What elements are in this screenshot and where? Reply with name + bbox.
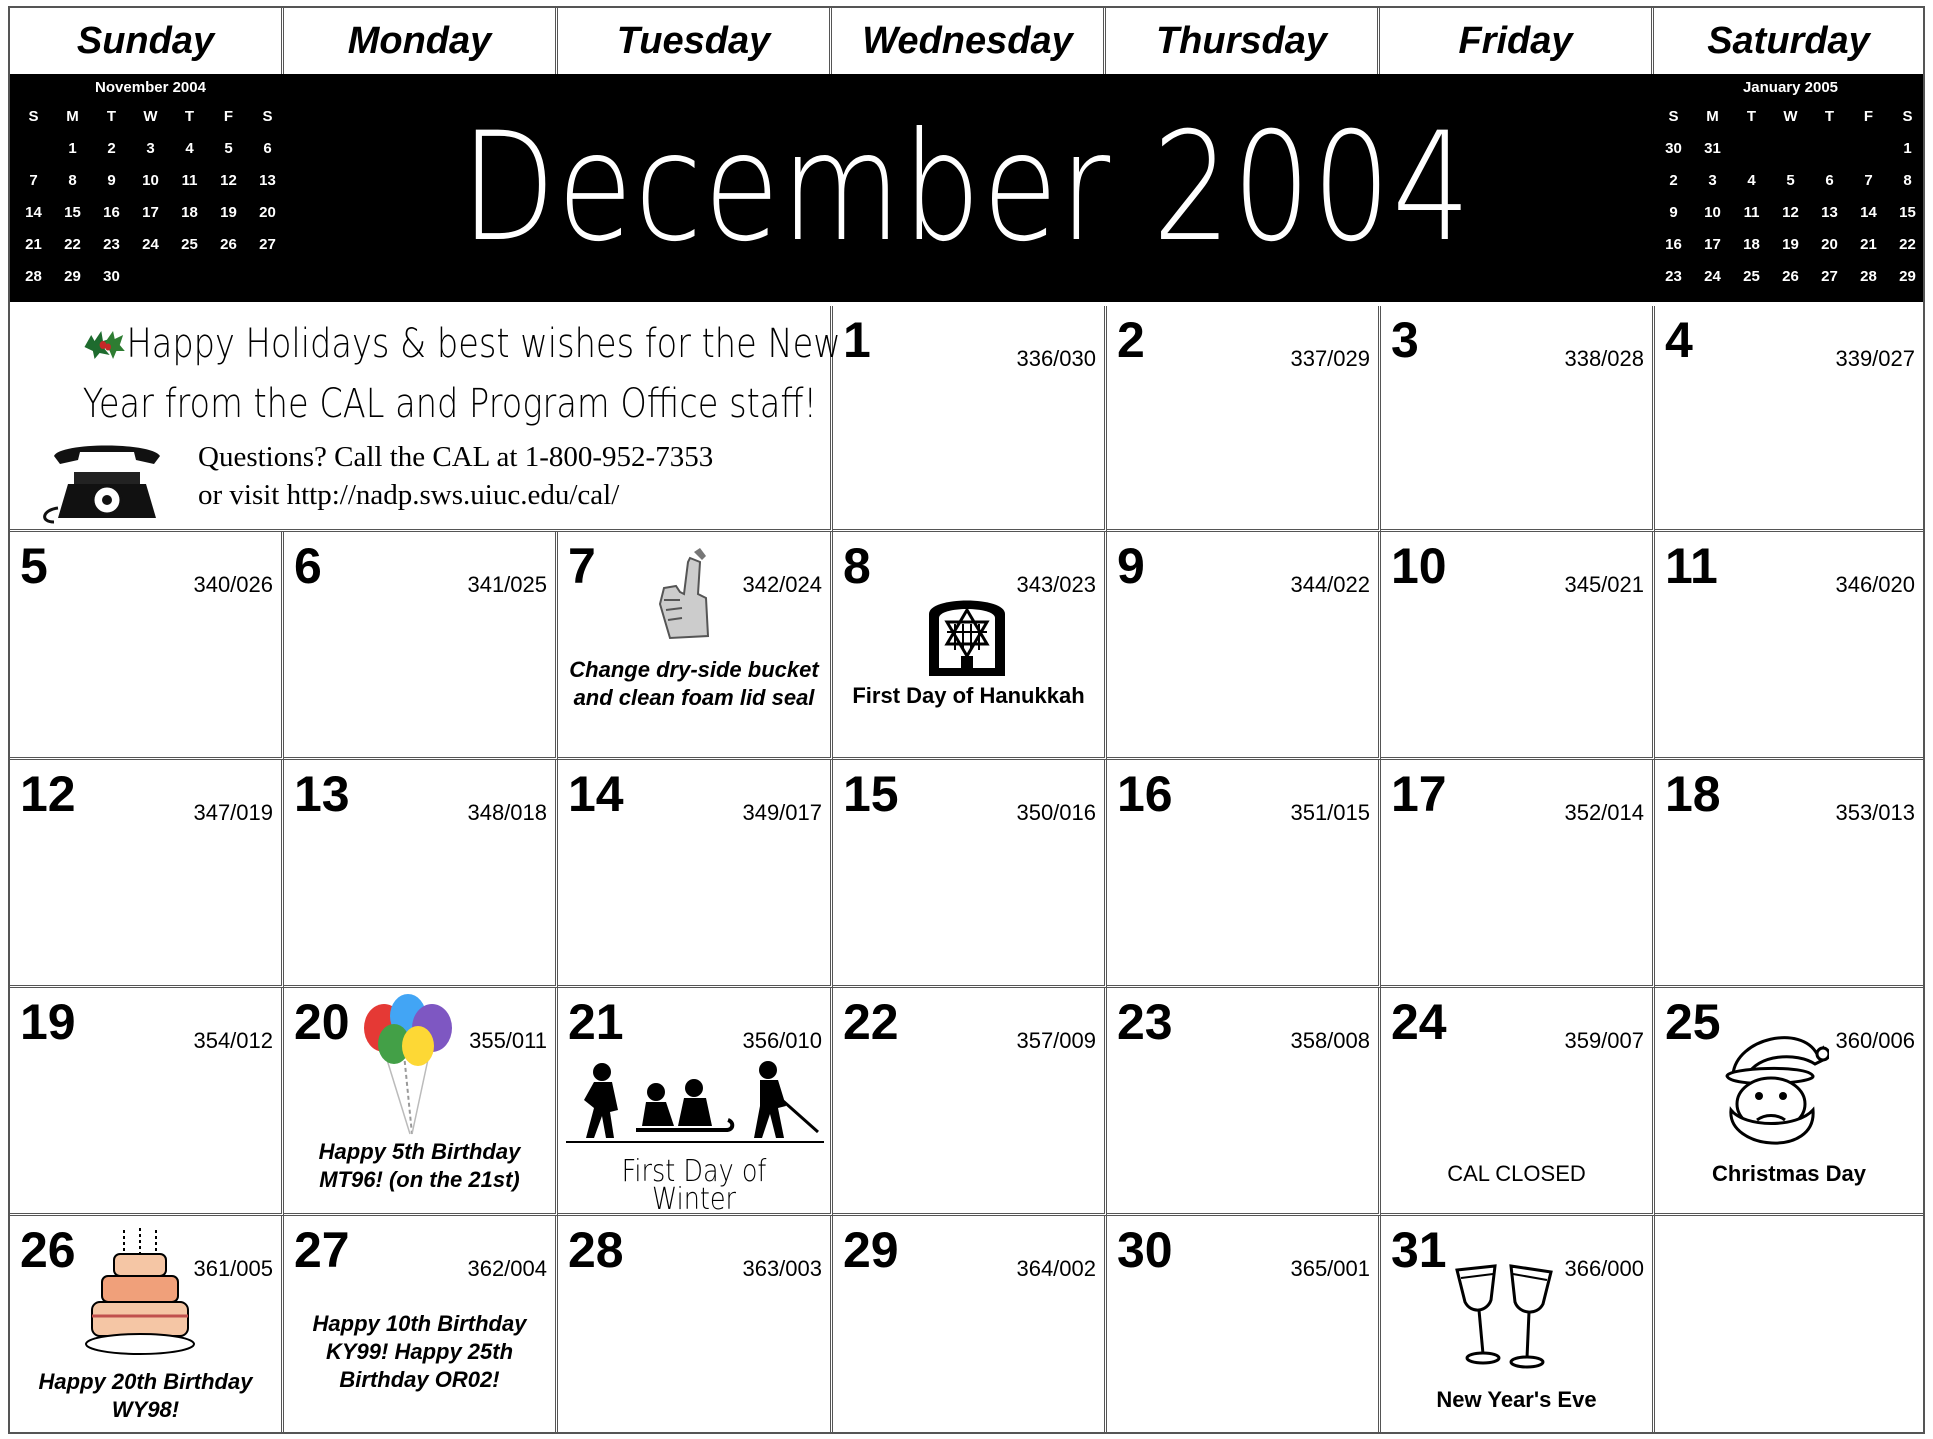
day-number: 18 xyxy=(1665,766,1721,822)
banner-message xyxy=(82,314,841,434)
mini-date: 27 xyxy=(1821,267,1838,285)
mini-date: 13 xyxy=(259,171,276,189)
day-cell[interactable] xyxy=(1107,760,1381,988)
julian-date: 346/020 xyxy=(1835,572,1915,597)
event-note: Happy 5th Birthday MT96! (on the 21st) xyxy=(318,1139,521,1192)
mini-date: 14 xyxy=(1860,203,1877,221)
day-number: 8 xyxy=(843,538,871,594)
day-cell[interactable] xyxy=(558,988,833,1216)
day-cell[interactable] xyxy=(1381,306,1655,532)
julian-date: 357/009 xyxy=(1016,1028,1096,1053)
day-cell[interactable] xyxy=(1655,306,1923,532)
day-cell[interactable] xyxy=(1655,532,1923,760)
day-number: 23 xyxy=(1117,994,1173,1050)
holiday-banner xyxy=(10,306,841,532)
mini-date: 12 xyxy=(1782,203,1799,221)
weekday-wednesday: Wednesday xyxy=(832,8,1106,74)
mini-date: 19 xyxy=(220,203,237,221)
mini-date: 18 xyxy=(1743,235,1760,253)
julian-date: 358/008 xyxy=(1290,1028,1370,1053)
day-number: 13 xyxy=(294,766,350,822)
day-cell[interactable] xyxy=(1381,1216,1655,1434)
day-cell[interactable] xyxy=(833,1216,1107,1434)
julian-date: 355/011 xyxy=(469,1028,547,1053)
day-cell[interactable] xyxy=(284,988,558,1216)
mini-date: 30 xyxy=(1665,139,1682,157)
day-number: 12 xyxy=(20,766,76,822)
weekday-thursday: Thursday xyxy=(1106,8,1380,74)
mini-day-header: F xyxy=(1863,107,1874,125)
mini-date: 20 xyxy=(1821,235,1838,253)
mini-date: 30 xyxy=(103,267,120,285)
day-number: 27 xyxy=(294,1222,350,1278)
julian-date: 348/018 xyxy=(467,800,547,825)
balloons-icon xyxy=(354,994,464,1140)
mini-date: 5 xyxy=(224,139,233,157)
mini-date: 14 xyxy=(25,203,42,221)
day-number: 29 xyxy=(843,1222,899,1278)
event-note: Change dry-side bucket and clean foam lid seal xyxy=(569,657,819,710)
julian-date: 362/004 xyxy=(467,1256,547,1281)
day-number: 30 xyxy=(1117,1222,1173,1278)
mini-date: 10 xyxy=(1704,203,1721,221)
julian-date: 341/025 xyxy=(467,572,547,597)
mini-date: 7 xyxy=(1864,171,1873,189)
mini-date: 25 xyxy=(1743,267,1760,285)
mini-date: 1 xyxy=(1903,139,1912,157)
julian-date: 360/006 xyxy=(1835,1028,1915,1053)
day-number: 4 xyxy=(1665,312,1693,368)
mini-date: 5 xyxy=(1786,171,1795,189)
mini-date xyxy=(1732,132,1771,164)
mini-date: 15 xyxy=(64,203,81,221)
day-cell[interactable] xyxy=(1381,760,1655,988)
menorah-icon xyxy=(925,584,1009,680)
day-number: 10 xyxy=(1391,538,1447,594)
event-note: First Day of Winter xyxy=(621,1154,767,1217)
julian-date: 340/026 xyxy=(193,572,273,597)
weekday-tuesday: Tuesday xyxy=(558,8,832,74)
mini-date: 9 xyxy=(1669,203,1678,221)
mini-day-header: S xyxy=(1668,107,1679,125)
holly-icon xyxy=(83,327,127,361)
mini-date: 2 xyxy=(107,139,116,157)
mini-day-header: F xyxy=(223,107,234,125)
weekday-sunday: Sunday xyxy=(10,8,284,74)
day-cell[interactable] xyxy=(833,988,1107,1216)
mini-date xyxy=(209,260,248,292)
mini-date: 3 xyxy=(146,139,155,157)
mini-date: 29 xyxy=(64,267,81,285)
mini-date: 17 xyxy=(1704,235,1721,253)
mini-date: 13 xyxy=(1821,203,1838,221)
mini-date: 19 xyxy=(1782,235,1799,253)
day-cell[interactable] xyxy=(1107,532,1381,760)
julian-date: 337/029 xyxy=(1290,346,1370,371)
day-cell[interactable] xyxy=(284,760,558,988)
mini-date xyxy=(1771,132,1810,164)
mini-date: 12 xyxy=(220,171,237,189)
julian-date: 349/017 xyxy=(742,800,822,825)
mini-date: 3 xyxy=(1708,171,1717,189)
mini-calendar-grid xyxy=(1654,100,1927,292)
contact-phone: Questions? Call the CAL at 1-800-952-7353 xyxy=(198,441,714,473)
day-number: 17 xyxy=(1391,766,1447,822)
day-cell[interactable] xyxy=(833,532,1107,760)
day-number: 31 xyxy=(1391,1222,1447,1278)
day-cell[interactable] xyxy=(1107,306,1381,532)
mini-day-header: W xyxy=(143,107,158,125)
mini-date: 2 xyxy=(1669,171,1678,189)
mini-date: 27 xyxy=(259,235,276,253)
empty-day-cell xyxy=(1655,1216,1923,1434)
weekday-monday: Monday xyxy=(284,8,558,74)
mini-date: 26 xyxy=(220,235,237,253)
day-cell[interactable] xyxy=(10,532,284,760)
julian-date: 345/021 xyxy=(1564,572,1644,597)
julian-date: 365/001 xyxy=(1290,1256,1370,1281)
day-cell[interactable] xyxy=(833,306,1107,532)
day-number: 15 xyxy=(843,766,899,822)
day-cell[interactable] xyxy=(558,1216,833,1434)
mini-date xyxy=(131,260,170,292)
mini-calendar-title: January 2005 xyxy=(1742,79,1839,96)
mini-date: 23 xyxy=(103,235,120,253)
mini-date: 28 xyxy=(1860,267,1877,285)
mini-date: 15 xyxy=(1899,203,1916,221)
julian-date: 351/015 xyxy=(1290,800,1370,825)
champagne-glasses-icon xyxy=(1447,1256,1567,1376)
mini-day-header: T xyxy=(1746,107,1757,125)
mini-date: 6 xyxy=(1825,171,1834,189)
day-number: 25 xyxy=(1665,994,1721,1050)
day-number: 9 xyxy=(1117,538,1145,594)
mini-date: 9 xyxy=(107,171,116,189)
mini-date: 29 xyxy=(1899,267,1916,285)
mini-day-header: T xyxy=(1824,107,1835,125)
day-number: 7 xyxy=(568,538,596,594)
mini-date: 18 xyxy=(181,203,198,221)
event-note: Christmas Day xyxy=(1711,1161,1867,1186)
day-number: 5 xyxy=(20,538,48,594)
mini-date: 11 xyxy=(1743,203,1760,221)
day-cell[interactable] xyxy=(284,532,558,760)
event-note: New Year's Eve xyxy=(1436,1387,1597,1412)
day-number: 11 xyxy=(1665,538,1718,594)
julian-date: 366/000 xyxy=(1564,1256,1644,1281)
mini-date: 10 xyxy=(142,171,159,189)
day-cell[interactable] xyxy=(833,760,1107,988)
day-cell[interactable] xyxy=(558,760,833,988)
mini-date: 24 xyxy=(142,235,159,253)
mini-date: 8 xyxy=(68,171,77,189)
mini-calendar-title: November 2004 xyxy=(95,79,206,96)
mini-date: 17 xyxy=(142,203,159,221)
telephone-icon xyxy=(40,438,172,524)
mini-date xyxy=(14,132,53,164)
day-cell[interactable] xyxy=(10,760,284,988)
day-number: 22 xyxy=(843,994,899,1050)
finger-string-icon xyxy=(650,544,722,648)
event-note: Happy 10th Birthday KY99! Happy 25th Birthday OR02! xyxy=(312,1311,527,1392)
day-number: 14 xyxy=(568,766,624,822)
day-number: 26 xyxy=(20,1222,76,1278)
mini-date: 1 xyxy=(68,139,77,157)
event-note: CAL CLOSED xyxy=(1447,1161,1586,1186)
julian-date: 347/019 xyxy=(193,800,273,825)
day-cell[interactable] xyxy=(10,1216,284,1434)
mini-date: 4 xyxy=(185,139,194,157)
julian-date: 363/003 xyxy=(742,1256,822,1281)
mini-day-header: M xyxy=(1706,107,1719,125)
day-cell[interactable] xyxy=(558,532,833,760)
julian-date: 354/012 xyxy=(193,1028,273,1053)
day-number: 19 xyxy=(20,994,76,1050)
day-number: 20 xyxy=(294,994,350,1050)
day-cell[interactable] xyxy=(1381,988,1655,1216)
julian-date: 336/030 xyxy=(1016,346,1096,371)
mini-date xyxy=(170,260,209,292)
mini-date: 22 xyxy=(1899,235,1916,253)
banner-line-1: Happy Holidays & best wishes for the New xyxy=(126,321,841,367)
mini-calendar-november xyxy=(14,76,287,292)
day-number: 6 xyxy=(294,538,322,594)
julian-date: 342/024 xyxy=(742,572,822,597)
mini-calendar-grid xyxy=(14,100,287,292)
day-cell[interactable] xyxy=(284,1216,558,1434)
julian-date: 361/005 xyxy=(193,1256,273,1281)
mini-day-header: S xyxy=(1902,107,1913,125)
day-cell[interactable] xyxy=(1655,760,1923,988)
mini-day-header: M xyxy=(66,107,79,125)
sledding-children-icon xyxy=(566,1060,824,1146)
mini-date: 22 xyxy=(64,235,81,253)
julian-date: 338/028 xyxy=(1564,346,1644,371)
event-note: Happy 20th Birthday WY98! xyxy=(38,1369,253,1422)
event-note: First Day of Hanukkah xyxy=(852,683,1085,708)
birthday-cake-icon xyxy=(84,1226,196,1362)
mini-day-header: S xyxy=(262,107,273,125)
mini-day-header: T xyxy=(184,107,195,125)
mini-day-header: S xyxy=(28,107,39,125)
mini-date xyxy=(1810,132,1849,164)
mini-date: 23 xyxy=(1665,267,1682,285)
julian-date: 343/023 xyxy=(1016,572,1096,597)
julian-date: 344/022 xyxy=(1290,572,1370,597)
mini-date xyxy=(248,260,287,292)
mini-calendar-january xyxy=(1654,76,1927,292)
mini-date: 28 xyxy=(25,267,42,285)
santa-icon xyxy=(1717,1024,1829,1160)
day-number: 28 xyxy=(568,1222,624,1278)
julian-date: 353/013 xyxy=(1835,800,1915,825)
julian-date: 339/027 xyxy=(1835,346,1915,371)
month-title: December 2004 xyxy=(460,101,1473,275)
day-cell[interactable] xyxy=(10,988,284,1216)
mini-date xyxy=(1849,132,1888,164)
mini-date: 11 xyxy=(181,171,198,189)
julian-date: 350/016 xyxy=(1016,800,1096,825)
mini-date: 31 xyxy=(1704,139,1721,157)
mini-date: 6 xyxy=(263,139,272,157)
day-number: 24 xyxy=(1391,994,1447,1050)
day-number: 16 xyxy=(1117,766,1173,822)
contact-website[interactable]: or visit http://nadp.sws.uiuc.edu/cal/ xyxy=(198,479,620,511)
day-cell[interactable] xyxy=(1107,1216,1381,1434)
banner-line-2: Year from the CAL and Program Office staff! xyxy=(82,381,817,427)
weekday-saturday: Saturday xyxy=(1707,19,1870,62)
mini-date: 7 xyxy=(29,171,38,189)
mini-date: 16 xyxy=(103,203,120,221)
mini-date: 4 xyxy=(1747,171,1756,189)
mini-date: 21 xyxy=(25,235,42,253)
mini-date: 21 xyxy=(1860,235,1877,253)
day-number: 1 xyxy=(843,312,871,368)
mini-date: 25 xyxy=(181,235,198,253)
julian-date: 364/002 xyxy=(1016,1256,1096,1281)
weekday-friday: Friday xyxy=(1380,8,1654,74)
mini-date: 24 xyxy=(1704,267,1721,285)
julian-date: 352/014 xyxy=(1564,800,1644,825)
julian-date: 356/010 xyxy=(742,1028,822,1053)
day-number: 21 xyxy=(568,994,624,1050)
day-number: 3 xyxy=(1391,312,1419,368)
day-cell[interactable] xyxy=(1107,988,1381,1216)
mini-date: 16 xyxy=(1665,235,1682,253)
mini-day-header: W xyxy=(1783,107,1798,125)
day-number: 2 xyxy=(1117,312,1145,368)
mini-date: 20 xyxy=(259,203,276,221)
mini-date: 8 xyxy=(1903,171,1912,189)
day-cell[interactable] xyxy=(1655,988,1923,1216)
mini-day-header: T xyxy=(106,107,117,125)
mini-date: 26 xyxy=(1782,267,1799,285)
day-cell[interactable] xyxy=(1381,532,1655,760)
julian-date: 359/007 xyxy=(1564,1028,1644,1053)
